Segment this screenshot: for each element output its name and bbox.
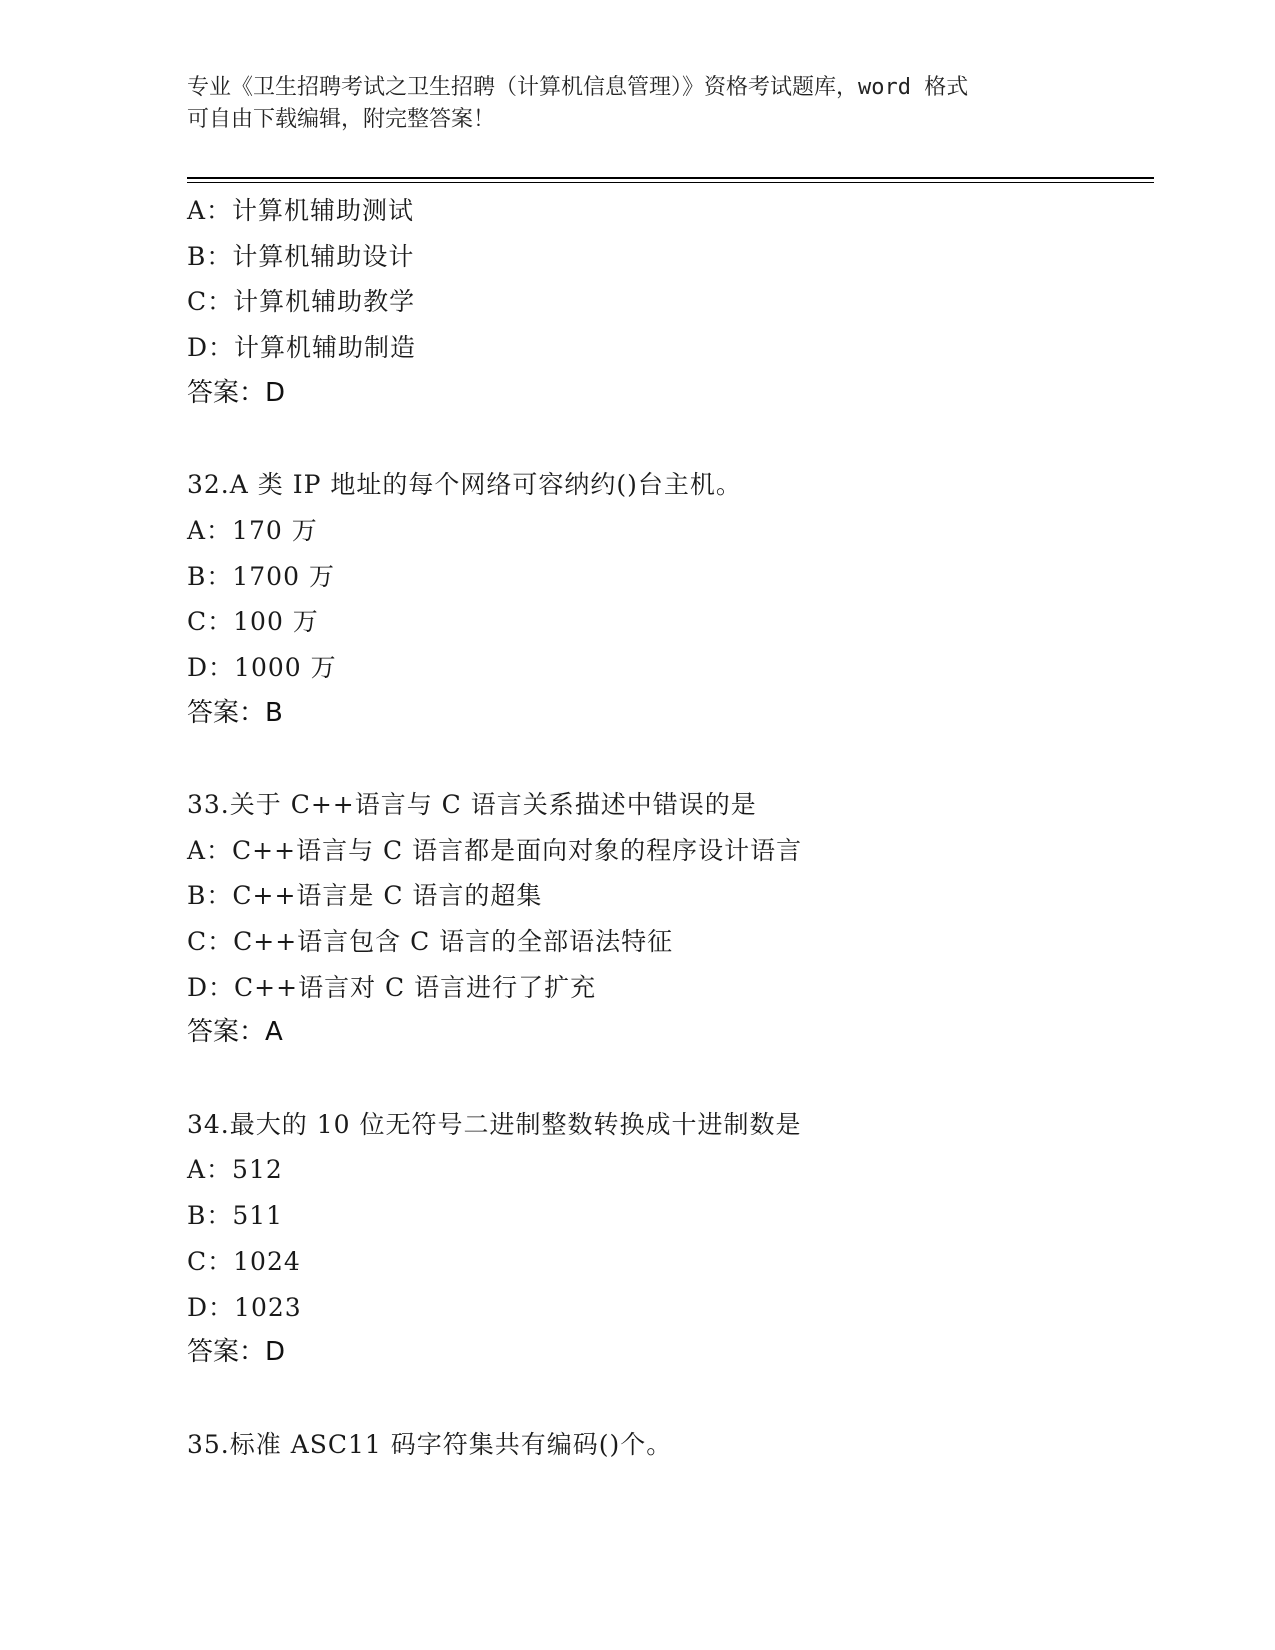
option-d: D：1023 (187, 1292, 302, 1322)
question-block (187, 1102, 1147, 1376)
spacer (187, 1376, 1147, 1422)
option-c: C：计算机辅助教学 (187, 287, 416, 317)
answer-label: 答案：B (187, 697, 283, 728)
option-a: A：C++语言与 C 语言都是面向对象的程序设计语言 (187, 835, 803, 865)
question-text: 34.最大的 10 位无符号二进制整数转换成十进制数是 (187, 1109, 802, 1139)
question-text: 33.关于 C++语言与 C 语言关系描述中错误的是 (187, 789, 757, 819)
option-a: A：512 (187, 1155, 283, 1185)
option-d: D：计算机辅助制造 (187, 333, 417, 363)
option-d: D：1000 万 (187, 652, 337, 682)
question-block (187, 782, 1147, 1056)
header-line-2: 可自由下载编辑，附完整答案！ (187, 107, 496, 132)
option-b: B：计算机辅助设计 (187, 241, 415, 271)
option-a: A：计算机辅助测试 (187, 196, 415, 225)
header-divider-thin (187, 182, 1154, 183)
answer-label: 答案：D (187, 1337, 286, 1368)
option-c: C：C++语言包含 C 语言的全部语法特征 (187, 927, 674, 956)
answer-label: 答案：A (187, 1017, 283, 1048)
header-line-1: 专业《卫生招聘考试之卫生招聘（计算机信息管理）》资格考试题库，word 格式 (187, 75, 969, 100)
option-b: B：C++语言是 C 语言的超集 (187, 881, 543, 911)
option-d: D：C++语言对 C 语言进行了扩充 (187, 972, 597, 1002)
question-text: 35.标准 ASC11 码字符集共有编码()个。 (187, 1429, 673, 1459)
spacer (187, 416, 1147, 462)
question-list (187, 188, 1147, 1467)
document-header (187, 72, 1087, 136)
question-text: 32.A 类 IP 地址的每个网络可容纳约()台主机。 (187, 470, 742, 500)
question-block (187, 462, 1147, 736)
question-block (187, 188, 1147, 416)
option-a: A：170 万 (187, 515, 318, 545)
spacer (187, 736, 1147, 782)
header-divider-thick (187, 177, 1154, 179)
option-b: B：511 (187, 1201, 284, 1231)
option-b: B：1700 万 (187, 561, 335, 591)
spacer (187, 1056, 1147, 1102)
option-c: C：100 万 (187, 607, 319, 637)
answer-label: 答案：D (187, 377, 286, 408)
question-block (187, 1422, 1147, 1468)
option-c: C：1024 (187, 1246, 301, 1276)
